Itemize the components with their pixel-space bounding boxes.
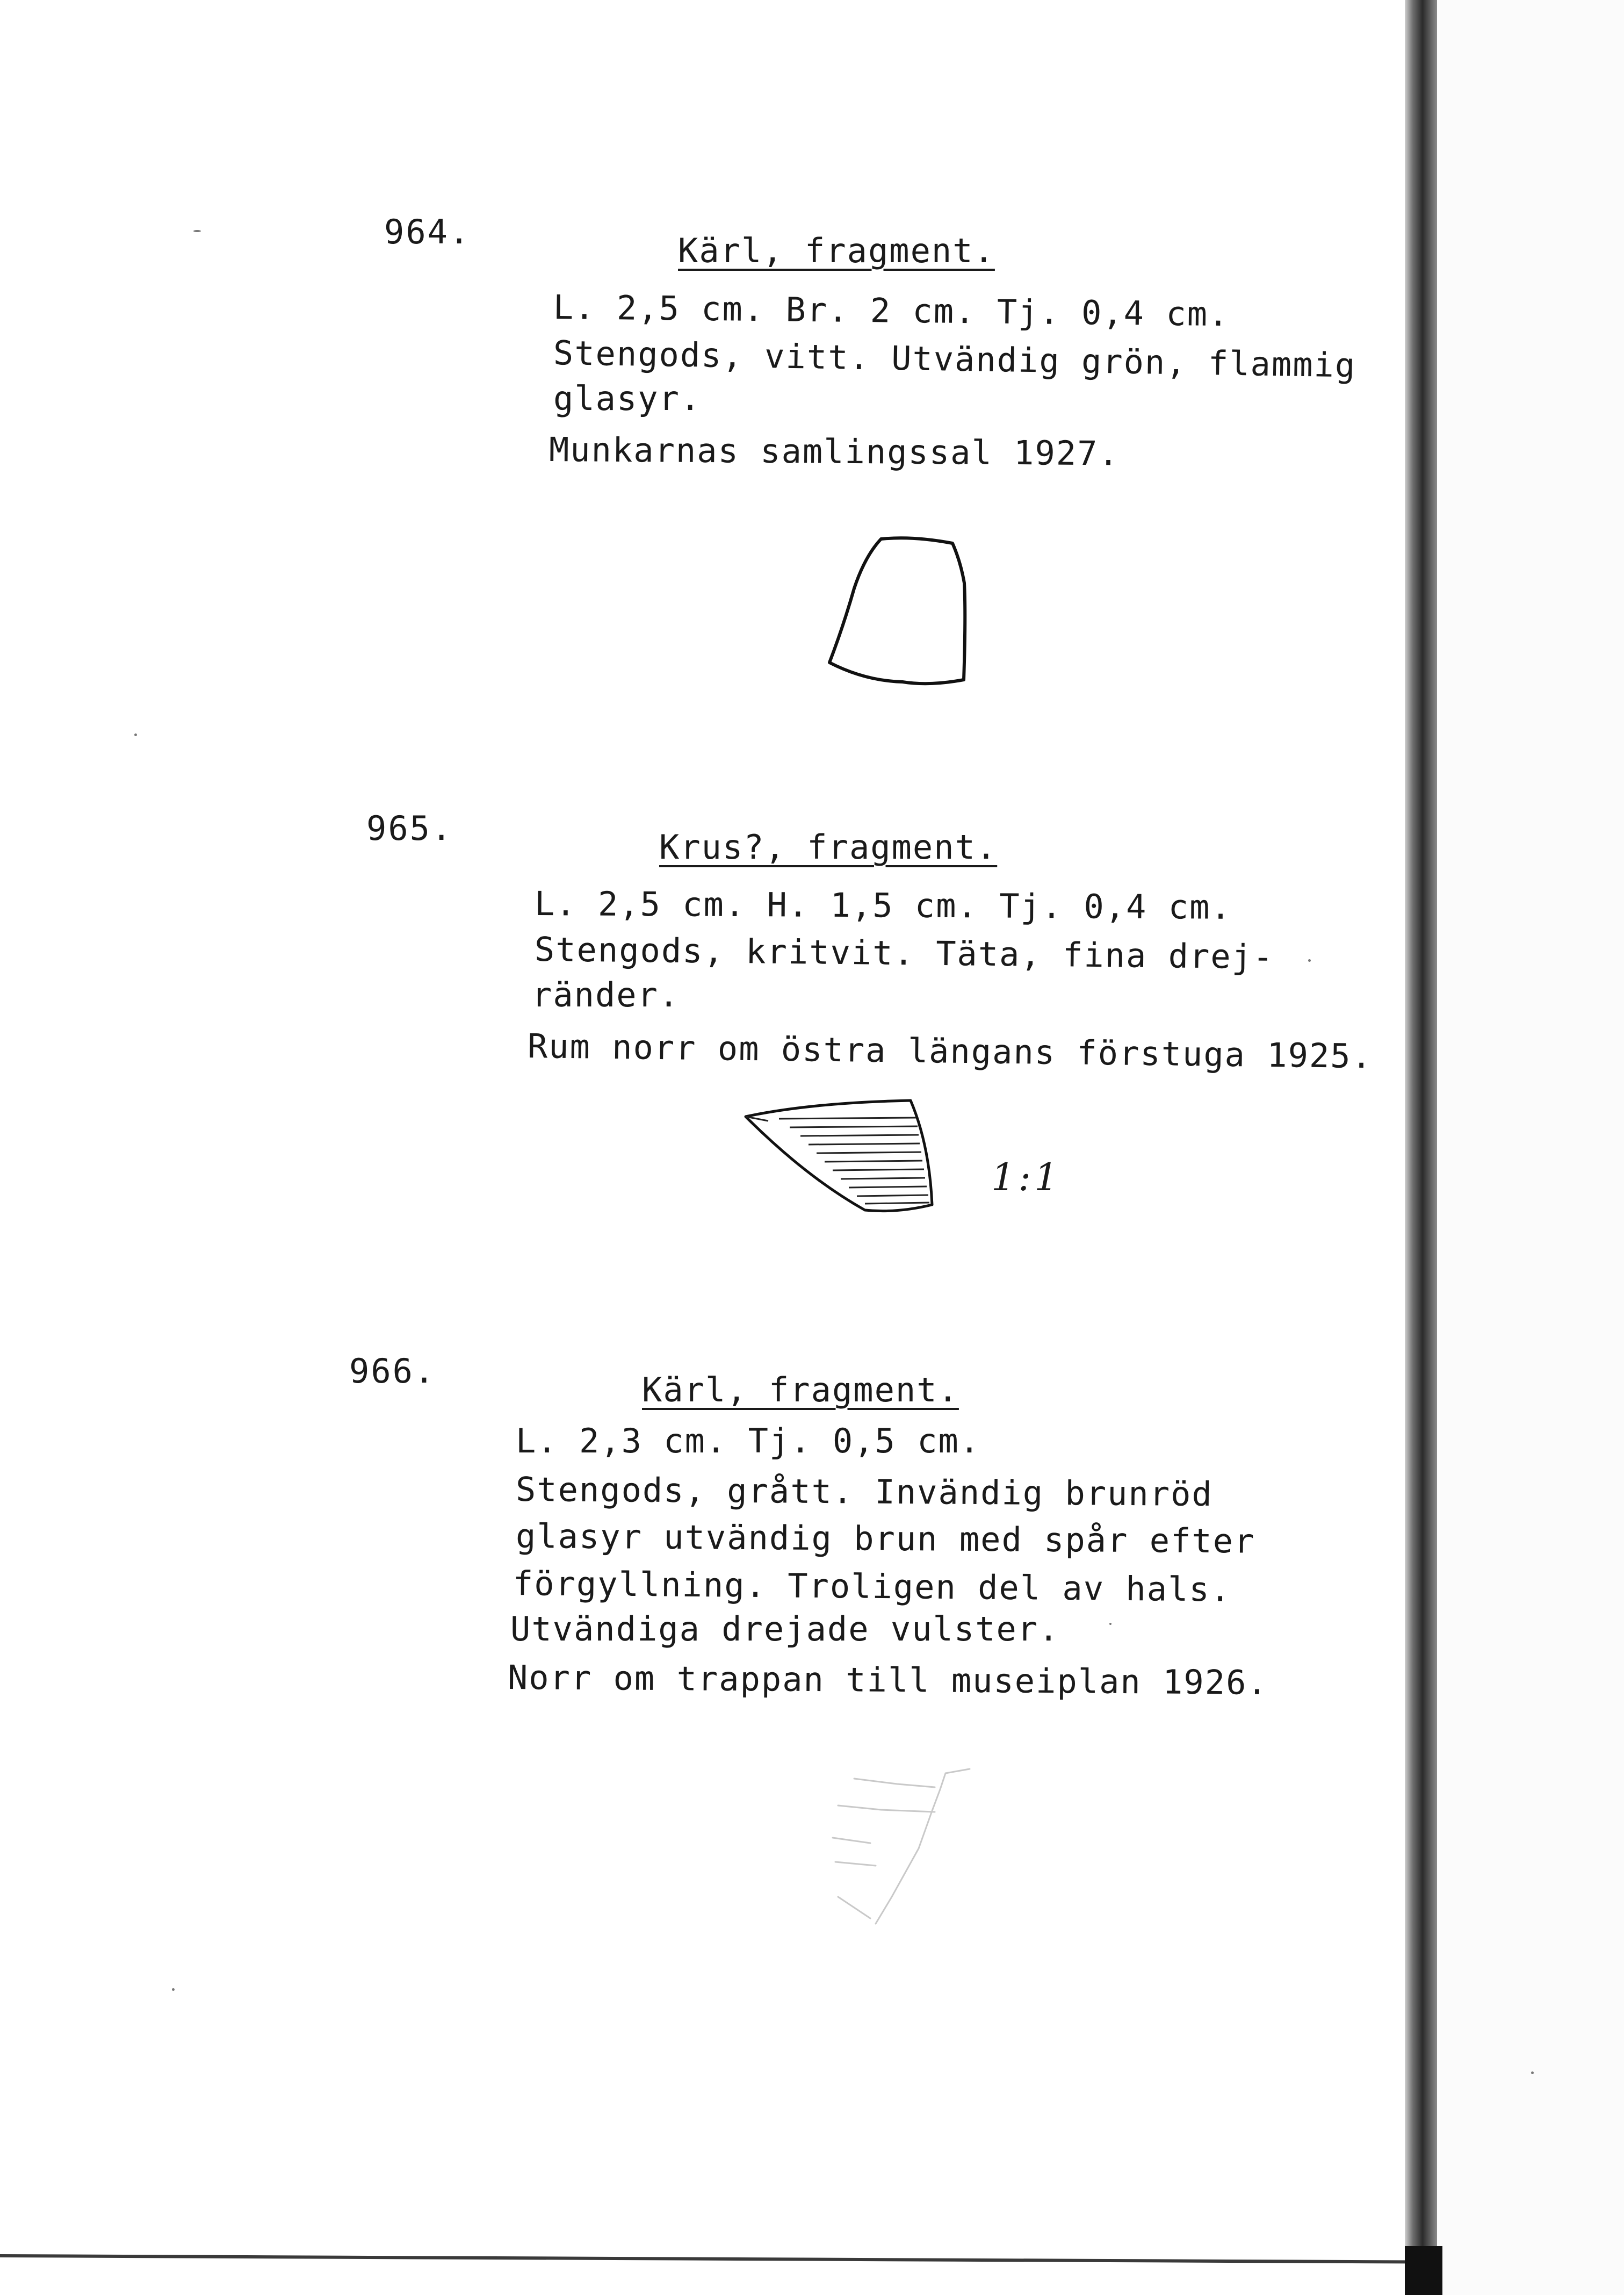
entry-title: Kärl, fragment. [642, 1370, 959, 1409]
fragment-sketch-965 [736, 1091, 940, 1220]
scan-speck [134, 733, 137, 736]
entry-description: ränder. [532, 975, 680, 1015]
entry-description: Stengods, grått. Invändig brunröd [515, 1470, 1214, 1514]
entry-description: Stengods, vitt. Utvändig grön, flammig [553, 333, 1356, 385]
entry-number: 966. [349, 1351, 436, 1391]
fragment-sketch-964 [822, 529, 1015, 690]
entry-description: förgyllning. Troligen del av hals. [513, 1564, 1232, 1609]
entry-findspot: Norr om trappan till museiplan 1926. [507, 1658, 1269, 1702]
scan-speck [1109, 1623, 1111, 1625]
entry-description: glasyr utvändig brun med spår efter [515, 1516, 1255, 1561]
entry-description: glasyr. [553, 379, 702, 418]
entry-findspot: Munkarnas samlingssal 1927. [548, 430, 1120, 473]
page-edge-shadow [1405, 0, 1437, 2295]
scan-speck [172, 1988, 175, 1991]
page-corner-shadow [1405, 2246, 1442, 2295]
scan-speck [193, 230, 201, 232]
entry-number: 964. [384, 212, 471, 251]
entry-description: Utvändiga drejade vulster. [510, 1609, 1060, 1649]
fragment-sketch-966-faint [784, 1768, 988, 1934]
entry-title: Kärl, fragment. [678, 231, 995, 270]
page-bottom-edge [0, 2254, 1418, 2264]
adjacent-page-margin [1437, 0, 1624, 2295]
entry-dimensions: L. 2,3 cm. Tj. 0,5 cm. [516, 1421, 981, 1461]
entry-number: 965. [366, 809, 453, 848]
entry-title: Krus?, fragment. [659, 828, 998, 867]
entry-description: Stengods, kritvit. Täta, fina drej- [534, 930, 1274, 977]
entry-dimensions: L. 2,5 cm. H. 1,5 cm. Tj. 0,4 cm. [534, 884, 1232, 927]
entry-findspot: Rum norr om östra längans förstuga 1925. [527, 1026, 1373, 1076]
entry-dimensions: L. 2,5 cm. Br. 2 cm. Tj. 0,4 cm. [553, 287, 1230, 334]
scan-speck [1531, 2071, 1534, 2074]
scan-speck [1308, 959, 1311, 962]
scale-annotation: 1:1 [991, 1155, 1062, 1199]
